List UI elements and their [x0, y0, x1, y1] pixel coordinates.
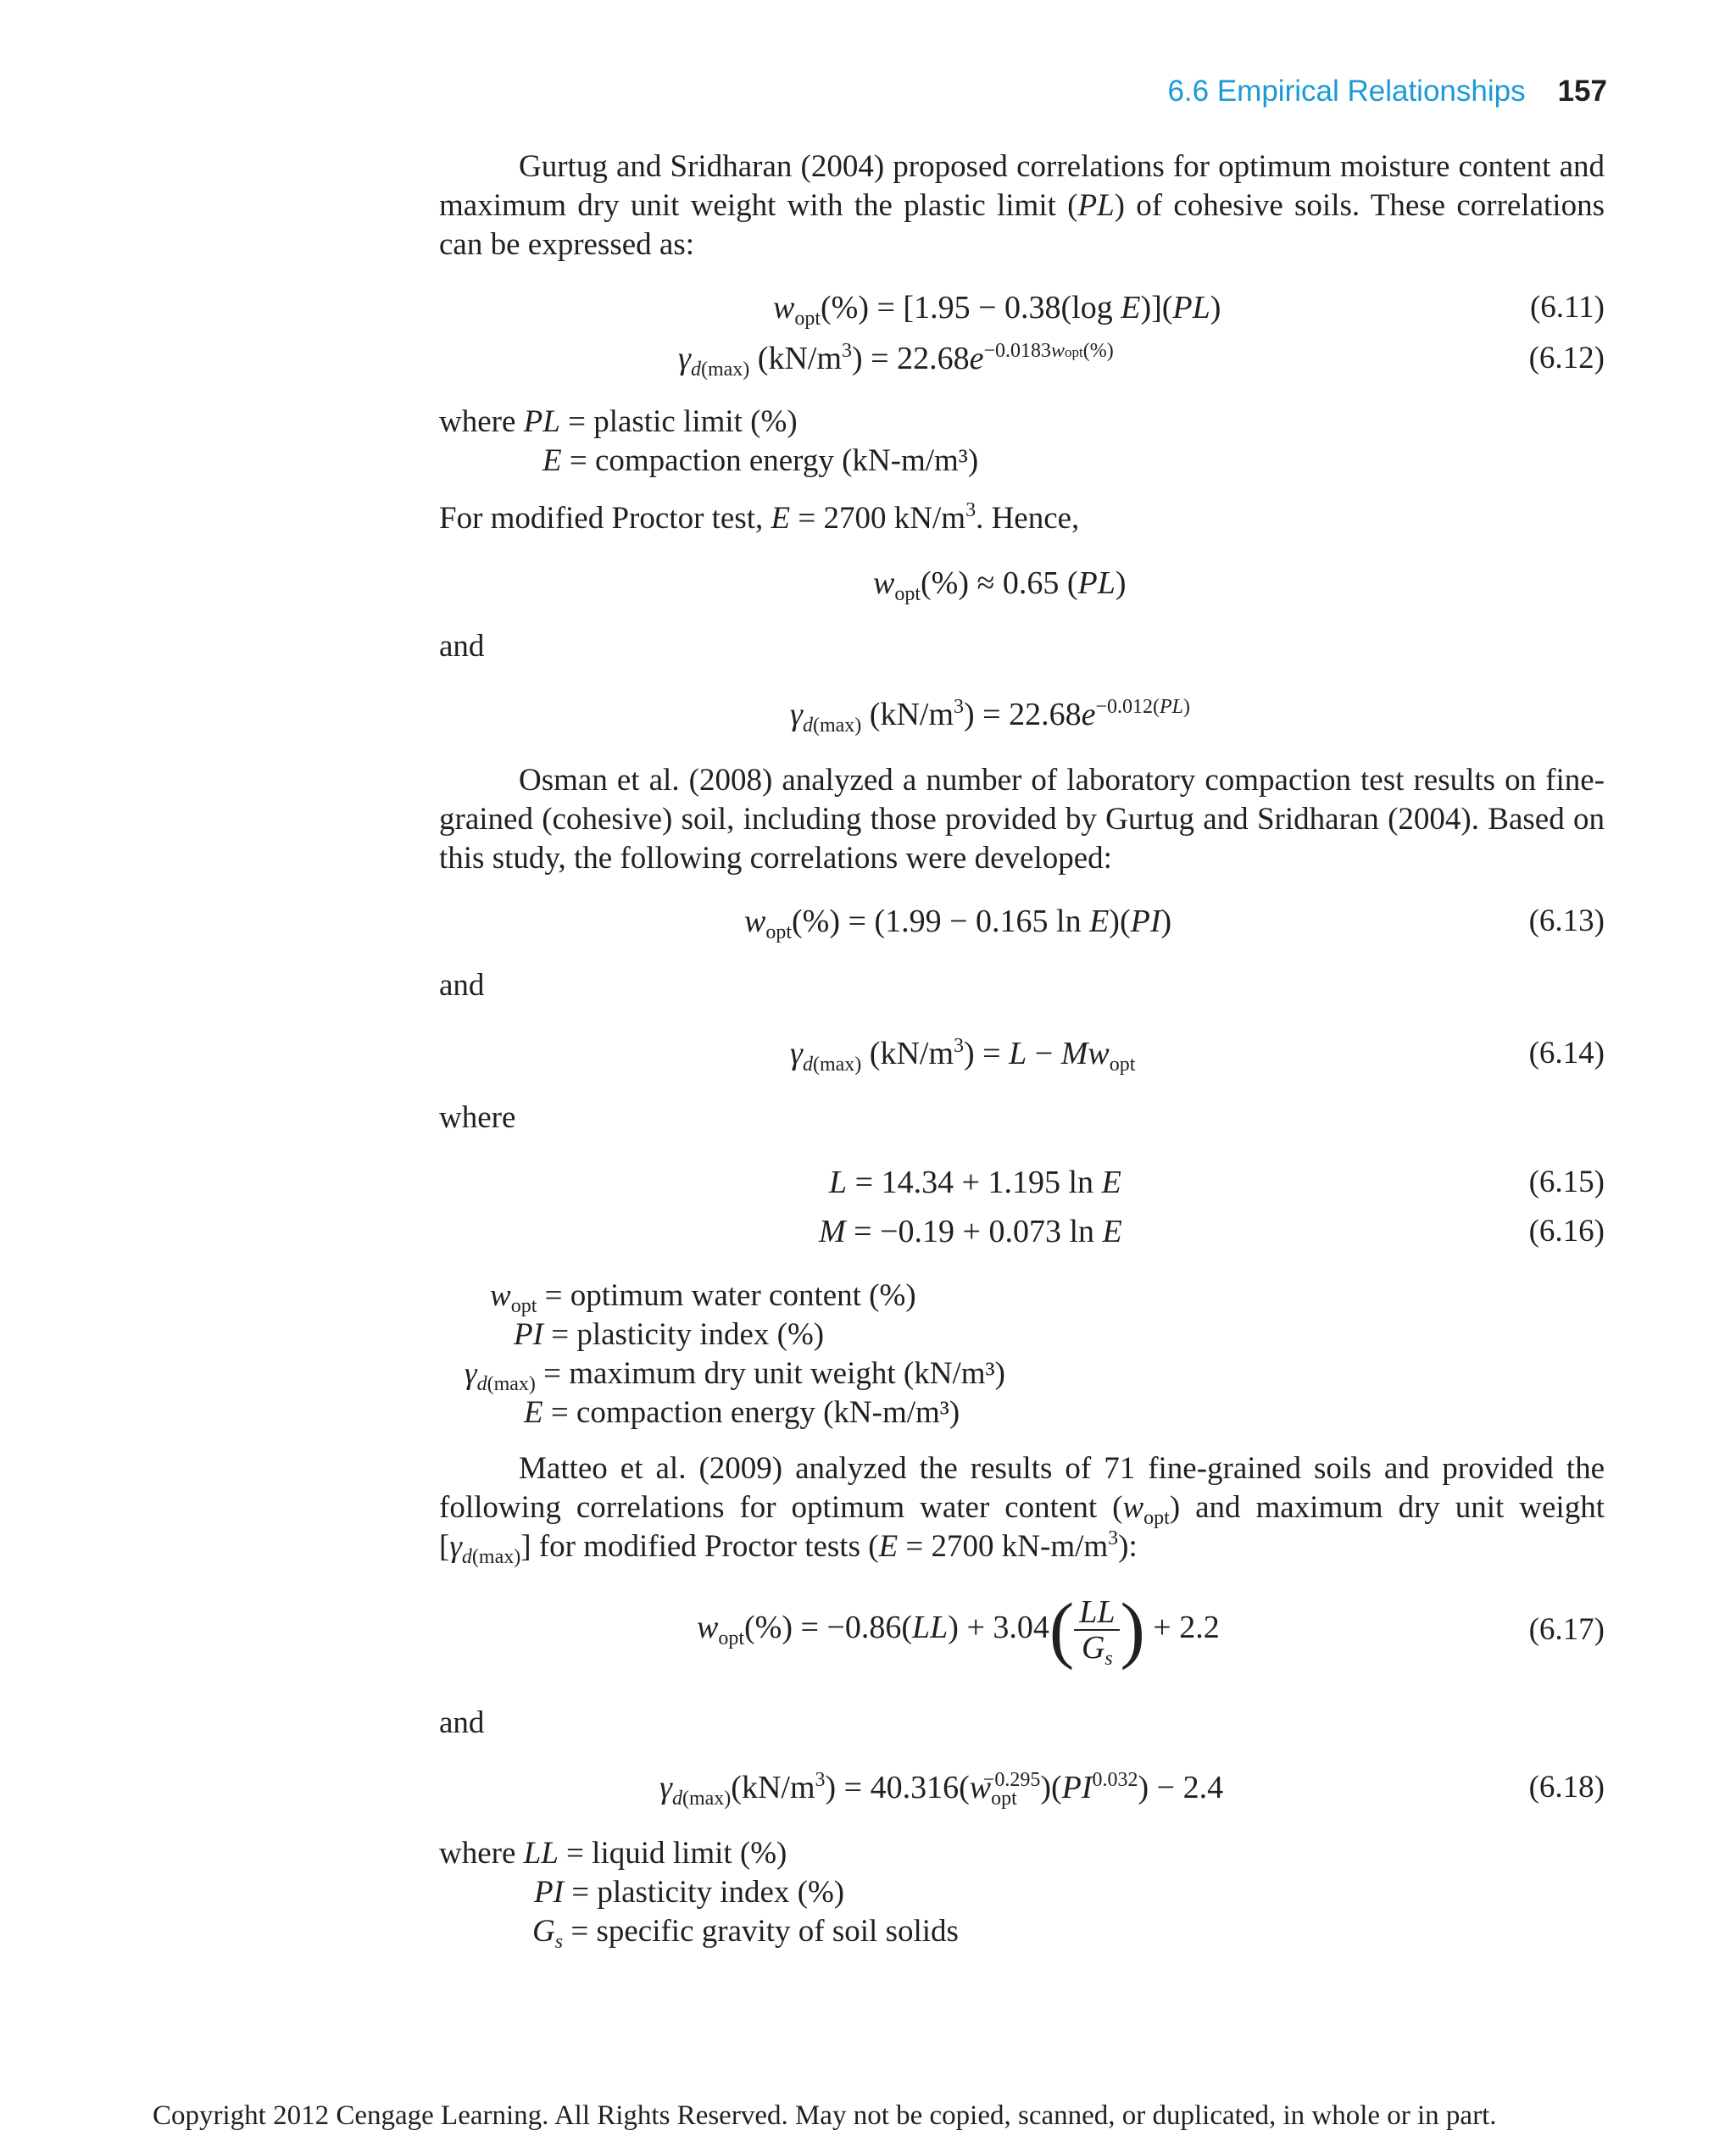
equation-6-11: $w_{opt}(\%) = [1.95 - 0.38(\log$ E)](PL) — [773, 290, 1221, 330]
equation-6-15: L = 14.34 + 1.195 ln E — [829, 1165, 1121, 1200]
paragraph-matteo: Matteo et al. (2009) analyzed the results of 71 fine-grained soils and provided the following correlations for optimum water content $(w_{opt})$ and maximum dry unit weight $[\gamma_{d(max)}]$ for modified Proctor tests (E = 2700 $kN-m/m^3$): — [439, 1451, 1605, 1568]
definition-gs-text: specific gravity of soil solids — [596, 1914, 959, 1949]
page-number: 157 — [1557, 75, 1607, 108]
header-section-title: 6.6 Empirical Relationships — [1167, 75, 1526, 108]
copyright-notice: Copyright 2012 Cengage Learning. All Rights Reserved. May not be copied, scanned, or duplicated, in whole or in part. — [153, 2100, 1497, 2131]
paragraph-gurtug-sridharan: Gurtug and Sridharan (2004) proposed correlations for optimum moisture content and maximum dry unit weight with the plastic limit (PL) of cohesive soils. These correlations can be expressed as: — [439, 149, 1605, 262]
paragraph-osman: Osman et al. (2008) analyzed a number of laboratory compaction test results on fine-grained (cohesive) soil, including those provided by Gurtug and Sridharan (2004). Based on this study, the following correlations were developed: — [439, 763, 1605, 876]
definition-e-2: E = compaction energy (kN-m/m³) — [524, 1395, 960, 1430]
equation-number-6-11: (6.11) — [1529, 290, 1605, 325]
equation-number-6-14: (6.14) — [1528, 1036, 1605, 1071]
definition-pi-2-text: plasticity index (%) — [597, 1875, 845, 1910]
equation-6-16: M = −0.19 + 0.073 ln E — [819, 1214, 1122, 1249]
definition-e-2-text: compaction energy (kN-m/m³) — [576, 1395, 960, 1430]
definition-e-text: compaction energy (kN-m/m³) — [594, 443, 979, 478]
definition-pl: where PL = plastic limit (%) — [439, 404, 798, 439]
connector-and-1: and — [439, 629, 485, 664]
equation-6-17: $w_{opt}(\%) = -0.86(LL) + 3.04$( $\frac{LL}{G_s}$ ) + 2.2 — [697, 1588, 1220, 1671]
definition-gs: $G_s$ = specific gravity of soil solids — [532, 1914, 959, 1953]
connector-where: where — [439, 1100, 516, 1135]
fraction-ll-over-gs: $\frac{LL}{G_s}$ — [1074, 1595, 1120, 1665]
definition-ll: where LL = liquid limit (%) — [439, 1836, 787, 1871]
definition-ll-text: liquid limit (%) — [592, 1836, 787, 1871]
equation-6-12: $\gamma_{d(max)}$ $(kN/m^3) = 22.68e^{-0.0183wopt(\%)}$ — [678, 340, 1114, 381]
modified-proctor-line: For modified Proctor test, E = 2700 $kN/m^3$. Hence, — [439, 499, 1080, 536]
definition-pi-2: PI = plasticity index (%) — [534, 1875, 845, 1910]
equation-wopt-approx: $w_{opt}(\%) \approx 0.65$ (PL) — [873, 565, 1127, 605]
running-header — [1167, 75, 1607, 108]
equation-6-13: $w_{opt}(\%) = (1.99 - 0.165$ ln E)(PI) — [744, 904, 1172, 943]
definition-pl-text: plastic limit (%) — [593, 404, 798, 439]
definition-gamma-text: maximum dry unit weight (kN/m³) — [569, 1356, 1005, 1391]
equation-gamma-approx: $\gamma_{d(max)}$ $(kN/m^3) = 22.68e^{-0.012(PL)}$ — [790, 696, 1191, 737]
equation-number-6-18: (6.18) — [1528, 1770, 1605, 1805]
equation-number-6-17: (6.17) — [1528, 1612, 1605, 1647]
definition-gamma: $\gamma_{d(max)}$ = maximum dry unit weight (kN/m³) — [465, 1356, 1005, 1395]
equation-6-14: $\gamma_{d(max)}$ $(kN/m^3) = L - Mw_{opt}$ — [790, 1035, 1136, 1076]
equation-6-18: $\gamma_{d(max)}(kN/m^3) = 40.316(w_{opt}^{-0.295})(PI^{0.032}) - 2.4$ — [659, 1769, 1224, 1810]
equation-number-6-15: (6.15) — [1528, 1165, 1605, 1199]
definition-e: E = compaction energy (kN-m/m³) — [542, 443, 979, 478]
definition-pi-text: plasticity index (%) — [576, 1317, 825, 1352]
definition-wopt: $w_{opt}$ = optimum water content (%) — [490, 1278, 916, 1317]
definition-wopt-text: optimum water content (%) — [570, 1278, 916, 1313]
connector-and-2: and — [439, 968, 485, 1003]
equation-number-6-16: (6.16) — [1528, 1214, 1605, 1249]
connector-and-3: and — [439, 1705, 485, 1740]
equation-number-6-12: (6.12) — [1528, 341, 1605, 375]
definition-pi: PI = plasticity index (%) — [514, 1317, 825, 1352]
equation-number-6-13: (6.13) — [1528, 904, 1605, 938]
